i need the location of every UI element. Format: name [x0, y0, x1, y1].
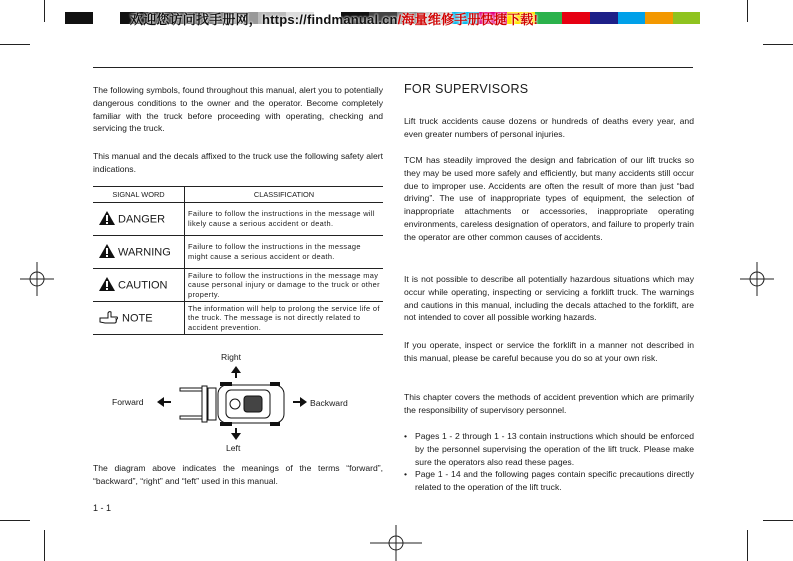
paragraph: This chapter covers the methods of accident prevention which are primarily the responsibility of supervisory personnel. — [404, 392, 694, 415]
arrow-down-icon — [230, 428, 242, 440]
registration-mark-bottom — [370, 525, 422, 561]
paragraph: TCM has steadily improved the design and fabrication of our lift trucks so they may be used more safely and efficiently, but many accidents still occur due to improper use. Accidents are often the result of more than just “bad driving”. The use of inappropriate types of equipment, the selection of inappropriate attachments or accessories, inappropriate operating environments, careless designation of operators, and failure to properly train the operator are other common causes of accidents. — [404, 155, 694, 242]
classification-text: The information will help to prolong the service life of the truck. The message is not directly related to accident prevention. — [185, 302, 384, 335]
warning-triangle-icon — [99, 244, 115, 261]
label-right: Right — [221, 352, 242, 362]
paragraph: If you operate, inspect or service the forklift in a manner not described in this manual, please be careful because you do so at your own risk. — [404, 340, 694, 363]
site-banner[interactable]: 欢迎您访问找手册网，https://findmanual.cn/海量维修手册快捷下载! — [130, 12, 538, 27]
label-left: Left — [226, 443, 241, 453]
col-signal-word: SIGNAL WORD — [93, 187, 185, 203]
diagram-caption: The diagram above indicates the meanings of the terms “forward”, “backward”, “right” and “left” used in this manual. — [93, 463, 383, 486]
registration-mark-left — [20, 262, 54, 296]
signal-word: NOTE — [122, 311, 153, 324]
pointing-hand-icon — [99, 309, 119, 328]
classification-text: Failure to follow the instructions in the message will likely cause a serious accident or death. — [185, 203, 384, 236]
arrow-right-icon — [293, 397, 307, 407]
table-row — [93, 269, 383, 302]
color-swatch — [93, 12, 121, 24]
bullet-list — [404, 430, 694, 494]
page-title: FOR SUPERVISORS — [404, 82, 529, 96]
classification-text: Failure to follow the instructions in the message may cause personal injury or damage to the truck or other property. — [185, 269, 384, 302]
signal-word-table — [93, 186, 383, 335]
table-row — [93, 302, 383, 335]
color-swatch — [65, 12, 93, 24]
list-item: • Page 1 - 14 and the following pages contain specific precautions directly related to the operation of the lift truck. — [404, 468, 694, 494]
classification-text: Failure to follow the instructions in the message might cause a serious accident or death. — [185, 236, 384, 269]
arrow-left-icon — [157, 397, 171, 407]
warning-triangle-icon — [99, 277, 115, 294]
header-rule — [93, 67, 693, 68]
table-row — [93, 203, 383, 236]
paragraph: Lift truck accidents cause dozens or hundreds of deaths every year, and even greater numbers of personal injuries. — [404, 116, 694, 139]
page-number: 1 - 1 — [93, 503, 112, 513]
signal-word: CAUTION — [118, 278, 168, 291]
color-swatch — [673, 12, 701, 24]
intro-paragraph: The following symbols, found throughout this manual, alert you to potentially dangerous conditions to the owner and the operator. Become completely familiar with the truck before proceeding with operating, checking and servicing the truck. — [93, 85, 383, 134]
table-row — [93, 236, 383, 269]
color-swatch — [700, 12, 728, 24]
label-backward: Backward — [310, 398, 348, 408]
signal-word: DANGER — [118, 212, 166, 225]
signal-word: WARNING — [118, 245, 171, 258]
col-classification: CLASSIFICATION — [185, 187, 384, 203]
label-forward: Forward — [112, 397, 144, 407]
forklift-top-view-icon — [178, 382, 288, 426]
registration-mark-right — [740, 262, 774, 296]
warning-triangle-icon — [99, 211, 115, 228]
paragraph: It is not possible to describe all potentially hazardous situations which may occur while operating, inspecting or servicing a forklift truck. The warnings and cautions in this manual, including the decals attached to the forklift, are not intended to cover all possible working hazards. — [404, 274, 694, 323]
list-item: • Pages 1 - 2 through 1 - 13 contain instructions which should be enforced by the personnel supervising the operation of the lift truck. Please make sure the operators also read these pages. — [404, 430, 694, 468]
arrow-up-icon — [230, 366, 242, 378]
decals-paragraph: This manual and the decals affixed to the truck use the following safety alert indications. — [93, 151, 383, 174]
